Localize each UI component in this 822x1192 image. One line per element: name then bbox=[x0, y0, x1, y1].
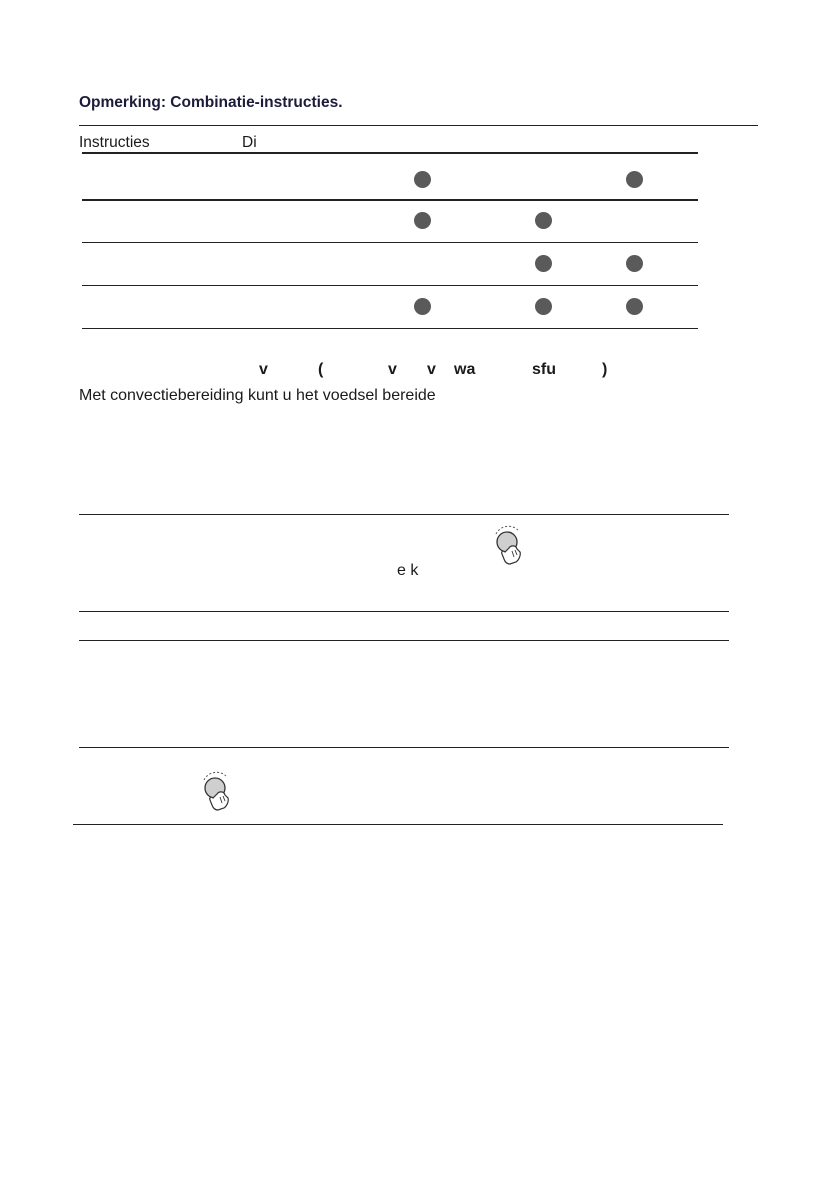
table-row-rule bbox=[82, 328, 698, 329]
table-dot-marker bbox=[535, 298, 552, 315]
table-row-rule bbox=[82, 285, 698, 286]
table-dot-marker bbox=[626, 298, 643, 315]
note-title: Opmerking: Combinatie-instructies. bbox=[79, 94, 343, 111]
section-intro: Met convectiebereiding kunt u het voedsel bereide bbox=[79, 387, 436, 404]
section-heading-fragment: wa bbox=[454, 361, 476, 378]
table-dot-marker bbox=[414, 171, 431, 188]
table-dot-marker bbox=[535, 255, 552, 272]
table-row-rule bbox=[82, 199, 698, 201]
step-rule bbox=[79, 514, 729, 515]
table-row-rule bbox=[82, 242, 698, 243]
section-heading-fragment: sfu bbox=[532, 361, 556, 378]
table-header-di: Di bbox=[242, 134, 257, 151]
step-rule bbox=[79, 747, 729, 748]
section-heading-fragment: v bbox=[427, 361, 436, 378]
table-dot-marker bbox=[414, 298, 431, 315]
table-dot-marker bbox=[535, 212, 552, 229]
section-heading-fragment: ) bbox=[602, 361, 608, 378]
dial-hand-icon bbox=[490, 524, 528, 566]
section-heading-fragment: ( bbox=[318, 361, 324, 378]
step-rule bbox=[73, 824, 723, 825]
table-dot-marker bbox=[414, 212, 431, 229]
dial-hand-icon bbox=[198, 770, 236, 812]
table-header-rule bbox=[82, 152, 698, 154]
title-rule bbox=[79, 125, 758, 126]
step-rule bbox=[79, 640, 729, 641]
section-heading-fragment: v bbox=[259, 361, 268, 378]
table-dot-marker bbox=[626, 171, 643, 188]
step-text-fragment: e k bbox=[397, 562, 419, 579]
section-heading-fragment: v bbox=[388, 361, 397, 378]
step-rule bbox=[79, 611, 729, 612]
table-header-instructies: Instructies bbox=[79, 134, 150, 151]
table-dot-marker bbox=[626, 255, 643, 272]
